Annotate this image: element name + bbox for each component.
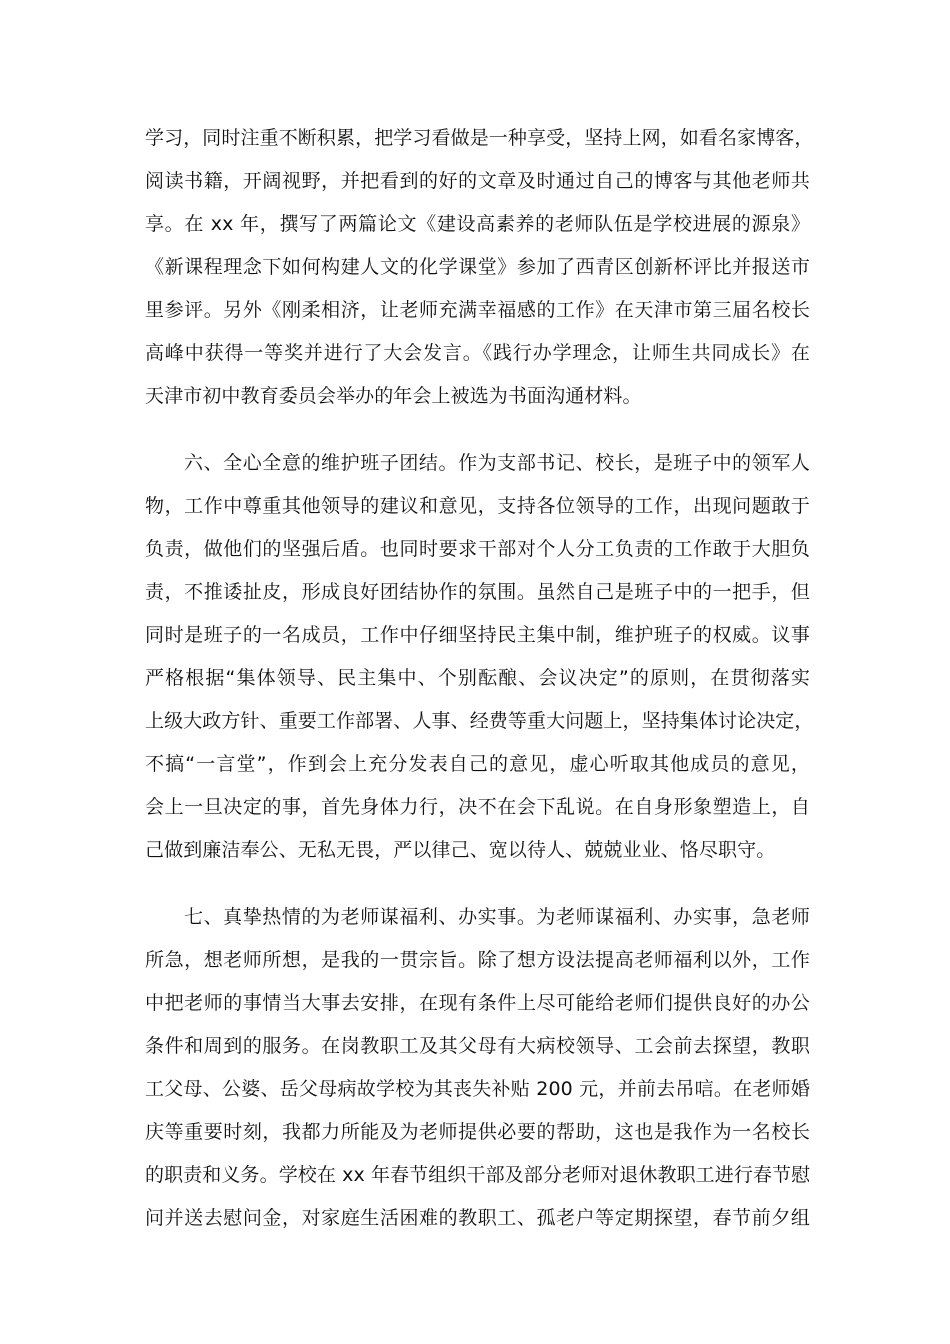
text-line: 同时是班子的一名成员，工作中仔细坚持民主集中制，维护班子的权威。议事 bbox=[145, 624, 810, 646]
text-line: 《新课程理念下如何构建人文的化学课堂》参加了西青区创新杯评比并报送市 bbox=[145, 256, 810, 278]
text-line: 条件和周到的服务。在岗教职工及其父母有大病校领导、工会前去探望，教职 bbox=[145, 1035, 810, 1057]
text-line: 享。在 xx 年，撰写了两篇论文《建设高素养的老师队伍是学校进展的源泉》 bbox=[145, 213, 810, 235]
text-line: 的职责和义务。学校在 xx 年春节组织干部及部分老师对退休教职工进行春节慰 bbox=[145, 1164, 811, 1186]
text-line: 不搞“一言堂”，作到会上充分发表自己的意见，虚心听取其他成员的意见， bbox=[145, 753, 810, 775]
text-line: 负责，做他们的坚强后盾。也同时要求干部对个人分工负责的工作敢于大胆负 bbox=[145, 538, 810, 560]
text-line: 工父母、公婆、岳父母病故学校为其丧失补贴 200 元，并前去吊唁。在老师婚 bbox=[145, 1078, 810, 1100]
text-line: 会上一旦决定的事，首先身体力行，决不在会下乱说。在自身形象塑造上，自 bbox=[145, 796, 810, 818]
text-line: 物，工作中尊重其他领导的建议和意见，支持各位领导的工作，出现问题敢于 bbox=[145, 495, 810, 517]
text-line: 责，不推诿扯皮，形成良好团结协作的氛围。虽然自己是班子中的一把手，但 bbox=[145, 581, 810, 603]
text-line: 高峰中获得一等奖并进行了大会发言。《践行办学理念，让师生共同成长》在 bbox=[145, 342, 810, 364]
text-line: 天津市初中教育委员会举办的年会上被选为书面沟通材料。 bbox=[145, 385, 642, 407]
text-line: 学习，同时注重不断积累，把学习看做是一种享受，坚持上网，如看名家博客， bbox=[145, 127, 814, 149]
text-line: 六、全心全意的维护班子团结。作为支部书记、校长，是班子中的领军人 bbox=[184, 452, 810, 474]
text-line: 问并送去慰问金，对家庭生活困难的教职工、孤老户等定期探望，春节前夕组 bbox=[145, 1207, 810, 1229]
text-line: 己做到廉洁奉公、无私无畏，严以律己、宽以待人、兢兢业业、恪尽职守。 bbox=[145, 839, 776, 861]
text-line: 中把老师的事情当大事去安排，在现有条件上尽可能给老师们提供良好的办公 bbox=[145, 992, 810, 1014]
text-line: 严格根据“集体领导、民主集中、个别酝酿、会议决定”的原则，在贯彻落实 bbox=[145, 667, 810, 689]
text-line: 庆等重要时刻，我都力所能及为老师提供必要的帮助，这也是我作为一名校长 bbox=[145, 1121, 810, 1143]
text-line: 七、真挚热情的为老师谋福利、办实事。为老师谋福利、办实事，急老师 bbox=[184, 906, 810, 928]
text-line: 所急，想老师所想，是我的一贯宗旨。除了想方设法提高老师福利以外，工作 bbox=[145, 949, 810, 971]
text-line: 里参评。另外《刚柔相济，让老师充满幸福感的工作》在天津市第三届名校长 bbox=[145, 299, 810, 321]
text-line: 阅读书籍，开阔视野，并把看到的好的文章及时通过自己的博客与其他老师共 bbox=[145, 170, 810, 192]
text-line: 上级大政方针、重要工作部署、人事、经费等重大问题上，坚持集体讨论决定， bbox=[145, 710, 814, 732]
